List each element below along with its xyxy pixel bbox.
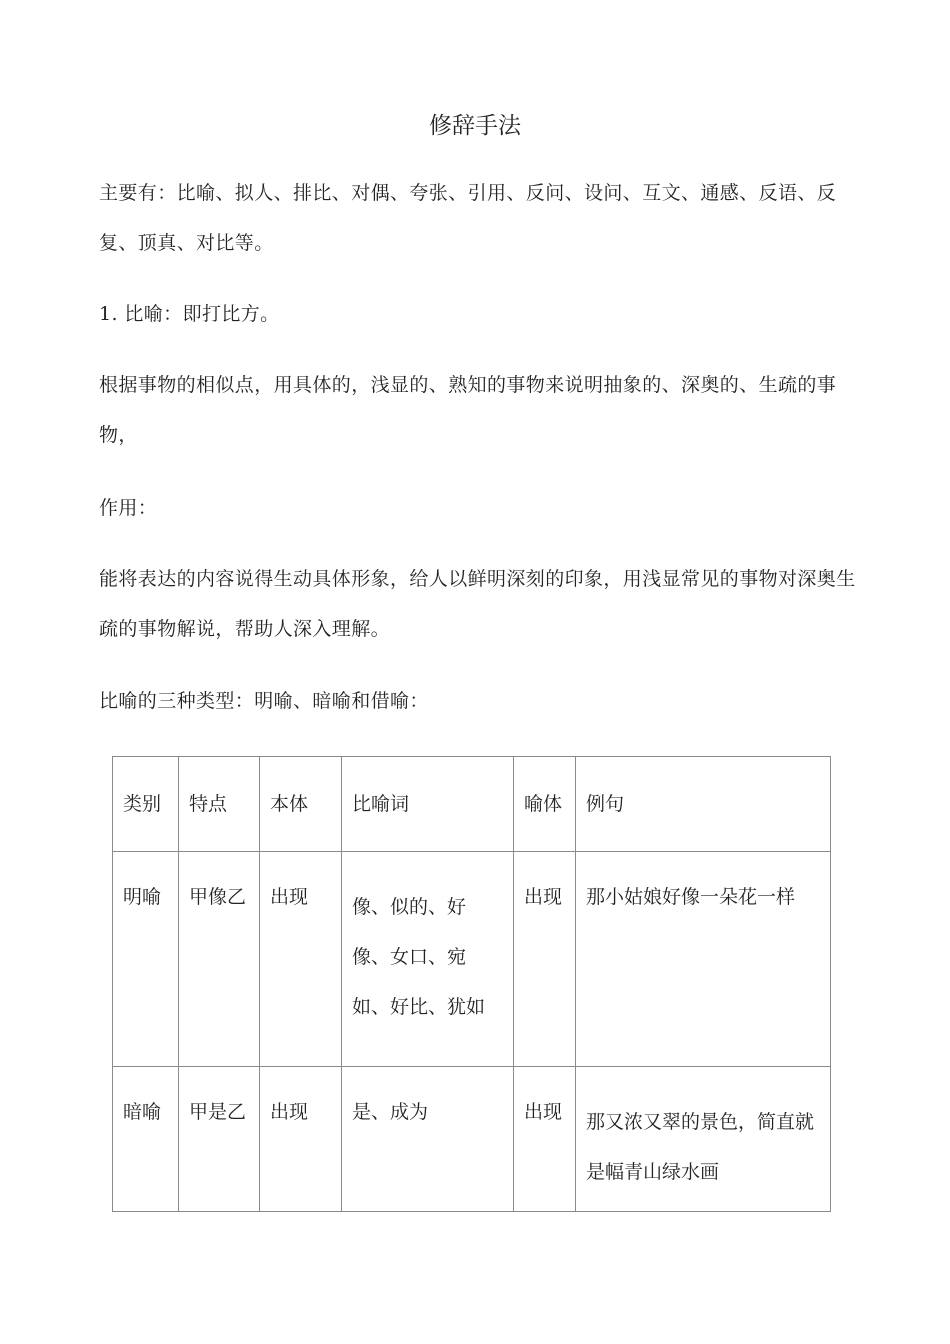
intro-paragraph: 主要有：比喻、拟人、排比、对偶、夸张、引用、反问、设问、互文、通感、反语、反复、顶真、对比等。 xyxy=(99,182,837,254)
cell-words: 是、成为 xyxy=(342,1067,514,1212)
effect-description: 能将表达的内容说得生动具体形象，给人以鲜明深刻的印象，用浅显常见的事物对深奥生疏的事物解说，帮助人深入理解。 xyxy=(99,568,856,640)
cell-vehicle: 出现 xyxy=(514,1067,576,1212)
cell-category: 暗喻 xyxy=(113,1067,179,1212)
cell-example: 那小姑娘好像一朵花一样 xyxy=(576,852,831,1067)
section-heading-metaphor: 1. 比喻：即打比方。 xyxy=(99,303,280,325)
table-row xyxy=(113,852,831,1067)
page-title: 修辞手法 xyxy=(429,113,521,139)
header-cell-category: 类别 xyxy=(113,757,179,852)
cell-tenor: 出现 xyxy=(260,852,342,1067)
header-cell-tenor: 本体 xyxy=(260,757,342,852)
cell-tenor: 出现 xyxy=(260,1067,342,1212)
types-intro: 比喻的三种类型：明喻、暗喻和借喻： xyxy=(99,690,429,712)
cell-vehicle: 出现 xyxy=(514,852,576,1067)
header-cell-example: 例句 xyxy=(576,757,831,852)
cell-words-text: 像、似的、好像、女口、宛如、好比、犹如 xyxy=(352,896,486,1018)
header-cell-feature: 特点 xyxy=(179,757,260,852)
cell-feature: 甲像乙 xyxy=(179,852,260,1067)
header-cell-vehicle: 喻体 xyxy=(514,757,576,852)
cell-feature: 甲是乙 xyxy=(179,1067,260,1212)
cell-example xyxy=(576,1067,831,1212)
header-cell-words: 比喻词 xyxy=(342,757,514,852)
table-row xyxy=(113,1067,831,1212)
cell-category: 明喻 xyxy=(113,852,179,1067)
table-header-row xyxy=(113,757,831,852)
cell-example-text: 那又浓又翠的景色，简直就是幅青山绿水画 xyxy=(586,1111,815,1183)
metaphor-types-table xyxy=(112,756,831,1212)
cell-words xyxy=(342,852,514,1067)
effect-label: 作用： xyxy=(99,497,158,519)
metaphor-description: 根据事物的相似点，用具体的，浅显的、熟知的事物来说明抽象的、深奥的、生疏的事物， xyxy=(99,374,837,446)
